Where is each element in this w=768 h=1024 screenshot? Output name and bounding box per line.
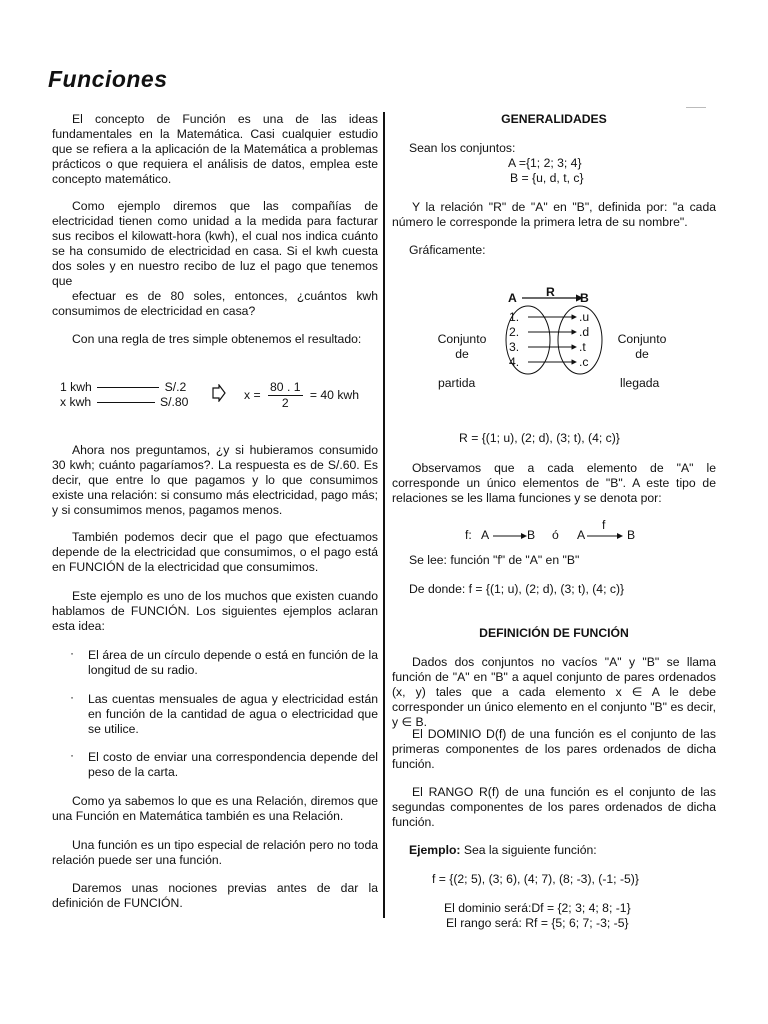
rule-of-three (52, 378, 378, 414)
codomain-item: .u (579, 310, 590, 324)
notions-paragraph: Daremos unas nociones previas antes de dar la definición de FUNCIÓN. (52, 881, 378, 910)
dominio-paragraph: El DOMINIO D(f) de una función es el conjunto de las primeras componentes de los pares ordenados de dicha función. (392, 727, 716, 771)
column-divider (383, 112, 385, 918)
relation-paragraph: Como ya sabemos lo que es una Relación, diremos que una Función en Matemática también es una Relación. (52, 794, 378, 823)
dependence-paragraph: También podemos decir que el pago que efectuamos depende de la electricidad que consumimos, o el pago está en FUNCIÓN de la electricidad que consumimos. (52, 530, 378, 574)
function-example: f = {(2; 5), (3; 6), (4; 7), (8; -3), (-1; -5)} (432, 872, 639, 886)
electricity-paragraph: Como ejemplo diremos que las compañías de electricidad tienen como unidad a la medida para facturar sus recibos el kilowatt-hora (kwh), el cual nos indica cuánto se ha consumido de electricidad en casa. Si el kwh cuesta dos soles y en nuestro recibo de luz el pago que tenemos que (52, 199, 378, 288)
set-b: B = {u, d, t, c} (510, 171, 584, 185)
domain-item: 4. (509, 355, 520, 369)
example-intro: Ejemplo: Sea la siguiente función: (409, 843, 597, 857)
arrow-diagram (392, 282, 716, 394)
list-item: · El área de un círculo depende o está en función de la longitud de su radio. (70, 646, 378, 677)
graph-label: Gráficamente: (409, 243, 486, 257)
diagram-label-a: A (508, 291, 517, 305)
intro-paragraph: El concepto de Función es una de las ideas fundamentales en la Matemática. Casi cualquier estudio que se refiera a la aplicación de la Matemática a problemas prácticos o que requiera el análisis de datos, emplea este concepto matemático. (52, 112, 378, 186)
codomain-item: .c (579, 355, 589, 369)
de-donde: De donde: f = {(1; u), (2; d), (3; t), (4; c)} (409, 582, 625, 596)
domain-item: 3. (509, 340, 520, 354)
relation-definition: Y la relación "R" de "A" en "B", definida por: "a cada número le corresponde la primera letra de su nombre". (392, 200, 716, 229)
llegada-label: llegada (620, 376, 660, 390)
question-paragraph: efectuar es de 80 soles, entonces, ¿cuántos kwh consumimos de electricidad en casa? (52, 289, 378, 318)
rule-dash (97, 387, 159, 388)
sets-intro: Sean los conjuntos: (409, 141, 516, 155)
set-a: A ={1; 2; 3; 4} (508, 156, 582, 170)
page-title: Funciones (48, 66, 168, 92)
list-item: · El costo de enviar una correspondencia depende del peso de la carta. (70, 748, 378, 779)
codomain-item: .t (579, 340, 586, 354)
fraction: $\frac{80 . 1}{2}$ (270, 380, 301, 410)
rango-result: El rango será: Rf = {5; 6; 7; -3; -5} (446, 916, 629, 930)
example-paragraph: Este ejemplo es uno de los muchos que existen cuando hablamos de FUNCIÓN. Los siguientes ejemplos aclaran esta idea: (52, 589, 378, 633)
relation-set: R = {(1; u), (2; d), (3; t), (4; c)} (459, 431, 620, 445)
observation-paragraph: Observamos que a cada elemento de "A" le corresponde un único elementos de "B". A este tipo de relaciones se les llama funciones y se denota por: (392, 461, 716, 505)
rule-row-2: x kwh S/.80 (60, 395, 189, 409)
rule-result: x = $\frac{80 . 1}{2}$ = 40 kwh (244, 380, 360, 410)
dominio-result: El dominio será:Df = {2; 3; 4; 8; -1} (444, 901, 631, 915)
rule-intro: Con una regla de tres simple obtenemos el resultado: (72, 332, 362, 346)
definition-paragraph: Dados dos conjuntos no vacíos "A" y "B" se llama función de "A" en "B" a aquel conjunto de pares ordenados (x, y) tales que a cada elemento x ∈ A le debe corresponder un único elemento en el conjunto "B" es decir, y ∈ B. (392, 655, 716, 729)
special-relation-paragraph: Una función es un tipo especial de relación pero no toda relación puede ser una función. (52, 838, 378, 867)
codomain-item: .d (579, 325, 590, 339)
implies-arrow-icon (212, 384, 226, 402)
list-item: · Las cuentas mensuales de agua y electricidad están en función de la cantidad de agua o electricidad que se utilice. (70, 690, 378, 736)
left-caption: Conjunto de (437, 332, 487, 361)
rule-row-1: 1 kwh S/.2 (60, 380, 187, 394)
decorative-line (686, 107, 706, 108)
diagram-label-r: R (546, 285, 555, 299)
rango-paragraph: El RANGO R(f) de una función es el conjunto de las segundas componentes de los pares ordenados de dicha función. (392, 785, 716, 829)
function-notation: f: A B ó A f B (465, 518, 636, 542)
se-lee: Se lee: función "f" de "A" en "B" (409, 553, 580, 567)
rule-dash (97, 402, 155, 403)
partida-label: partida (438, 376, 476, 390)
consumption-paragraph: Ahora nos preguntamos, ¿y si hubieramos consumido 30 kwh; cuánto pagaríamos?. La respuesta es de S/.60. Es decir, que entre lo que pagamos y lo que consumimos existe una relación: si consumo más electricidad, pago más; y si consumimos menos, pagamos menos. (52, 443, 378, 517)
domain-item: 2. (509, 325, 520, 339)
diagram-label-b: B (580, 291, 589, 305)
domain-item: 1. (509, 310, 520, 324)
right-caption: Conjunto de (617, 332, 667, 361)
section-heading-generalidades: GENERALIDADES (501, 112, 607, 126)
section-heading-definicion: DEFINICIÓN DE FUNCIÓN (479, 626, 629, 640)
